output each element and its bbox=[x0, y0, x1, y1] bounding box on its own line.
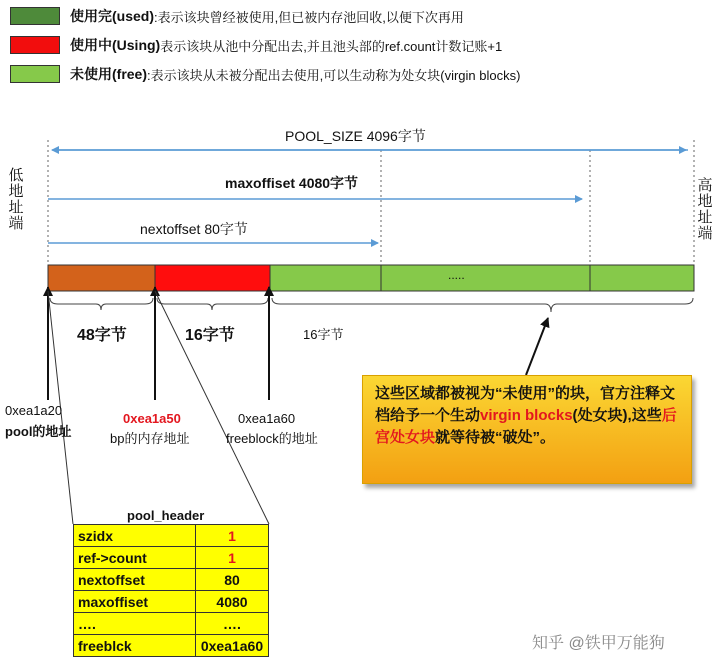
block-free-1 bbox=[270, 265, 381, 291]
callout-highlight-1: virgin blocks bbox=[480, 407, 573, 424]
row-value: 1 bbox=[196, 525, 269, 547]
nextoffset-label: nextoffset 80字节 bbox=[140, 221, 248, 237]
row-value: 80 bbox=[196, 569, 269, 591]
callout-text-1: 这些区域都被视为“未使用”的块，官方注释文档给予一个生动 bbox=[375, 385, 676, 424]
using-size-label: 16字节 bbox=[185, 327, 235, 344]
bracket-free bbox=[272, 298, 693, 312]
maxoffset-label: maxoffiset 4080字节 bbox=[225, 175, 359, 191]
pool-address: 0xea1a20 bbox=[5, 403, 63, 418]
callout-text-2: (处女块),这些 bbox=[572, 407, 662, 424]
legend-using-name: 使用中(Using) bbox=[70, 37, 161, 53]
legend-free-name: 未使用(free) bbox=[70, 66, 148, 82]
block-free-3 bbox=[590, 265, 694, 291]
table-row bbox=[74, 591, 269, 613]
freeblock-address-label: freeblock的地址 bbox=[226, 431, 318, 446]
block-header bbox=[48, 265, 155, 291]
pool-header-title: pool_header bbox=[127, 508, 205, 523]
watermark: 知乎 @铁甲万能狗 bbox=[532, 635, 665, 652]
callout-highlight-2: 后宫处女块 bbox=[375, 407, 677, 446]
bracket-using bbox=[157, 298, 268, 310]
table-row bbox=[74, 635, 269, 657]
row-value: 1 bbox=[196, 547, 269, 569]
row-key: szidx bbox=[74, 525, 196, 547]
row-key: ref->count bbox=[74, 547, 196, 569]
block-free-2 bbox=[381, 265, 590, 291]
virgin-blocks-callout bbox=[362, 375, 692, 484]
row-value: 0xea1a60 bbox=[196, 635, 269, 657]
pool-header-table bbox=[73, 524, 269, 657]
bp-address: 0xea1a50 bbox=[123, 411, 181, 426]
row-key: …. bbox=[74, 613, 196, 635]
pool-size-label: POOL_SIZE 4096字节 bbox=[285, 128, 426, 144]
row-key: freeblck bbox=[74, 635, 196, 657]
block-using bbox=[155, 265, 270, 291]
freeblock-address: 0xea1a60 bbox=[238, 411, 296, 426]
table-row bbox=[74, 525, 269, 547]
low-address-label: 低地址端 bbox=[8, 167, 24, 232]
legend-free-desc: :表示该块从未被分配出去使用,可以生动称为处女块(virgin blocks) bbox=[147, 67, 521, 83]
legend-used-desc: :表示该块曾经被使用,但已被内存池回收,以便下次再用 bbox=[154, 9, 464, 25]
high-address-label: 高地址端 bbox=[697, 177, 713, 242]
row-value: …. bbox=[196, 613, 269, 635]
table-row bbox=[74, 569, 269, 591]
bracket-header bbox=[50, 298, 153, 310]
free-size-label: 16字节 bbox=[303, 327, 344, 342]
table-row bbox=[74, 613, 269, 635]
row-key: nextoffset bbox=[74, 569, 196, 591]
row-key: maxoffiset bbox=[74, 591, 196, 613]
bp-address-label: bp的内存地址 bbox=[110, 431, 190, 446]
callout-text-3: 就等待被“破处”。 bbox=[435, 429, 556, 446]
callout-arrow bbox=[526, 318, 548, 375]
table-row bbox=[74, 547, 269, 569]
legend-using-desc: 表示该块从池中分配出去,并且池头部的ref.count计数记账+1 bbox=[160, 38, 503, 54]
legend-used-name: 使用完(used) bbox=[70, 8, 154, 24]
row-value: 4080 bbox=[196, 591, 269, 613]
pool-address-label: pool的地址 bbox=[5, 424, 72, 439]
block-ellipsis: ..... bbox=[448, 268, 465, 282]
header-size-label: 48字节 bbox=[77, 327, 127, 344]
